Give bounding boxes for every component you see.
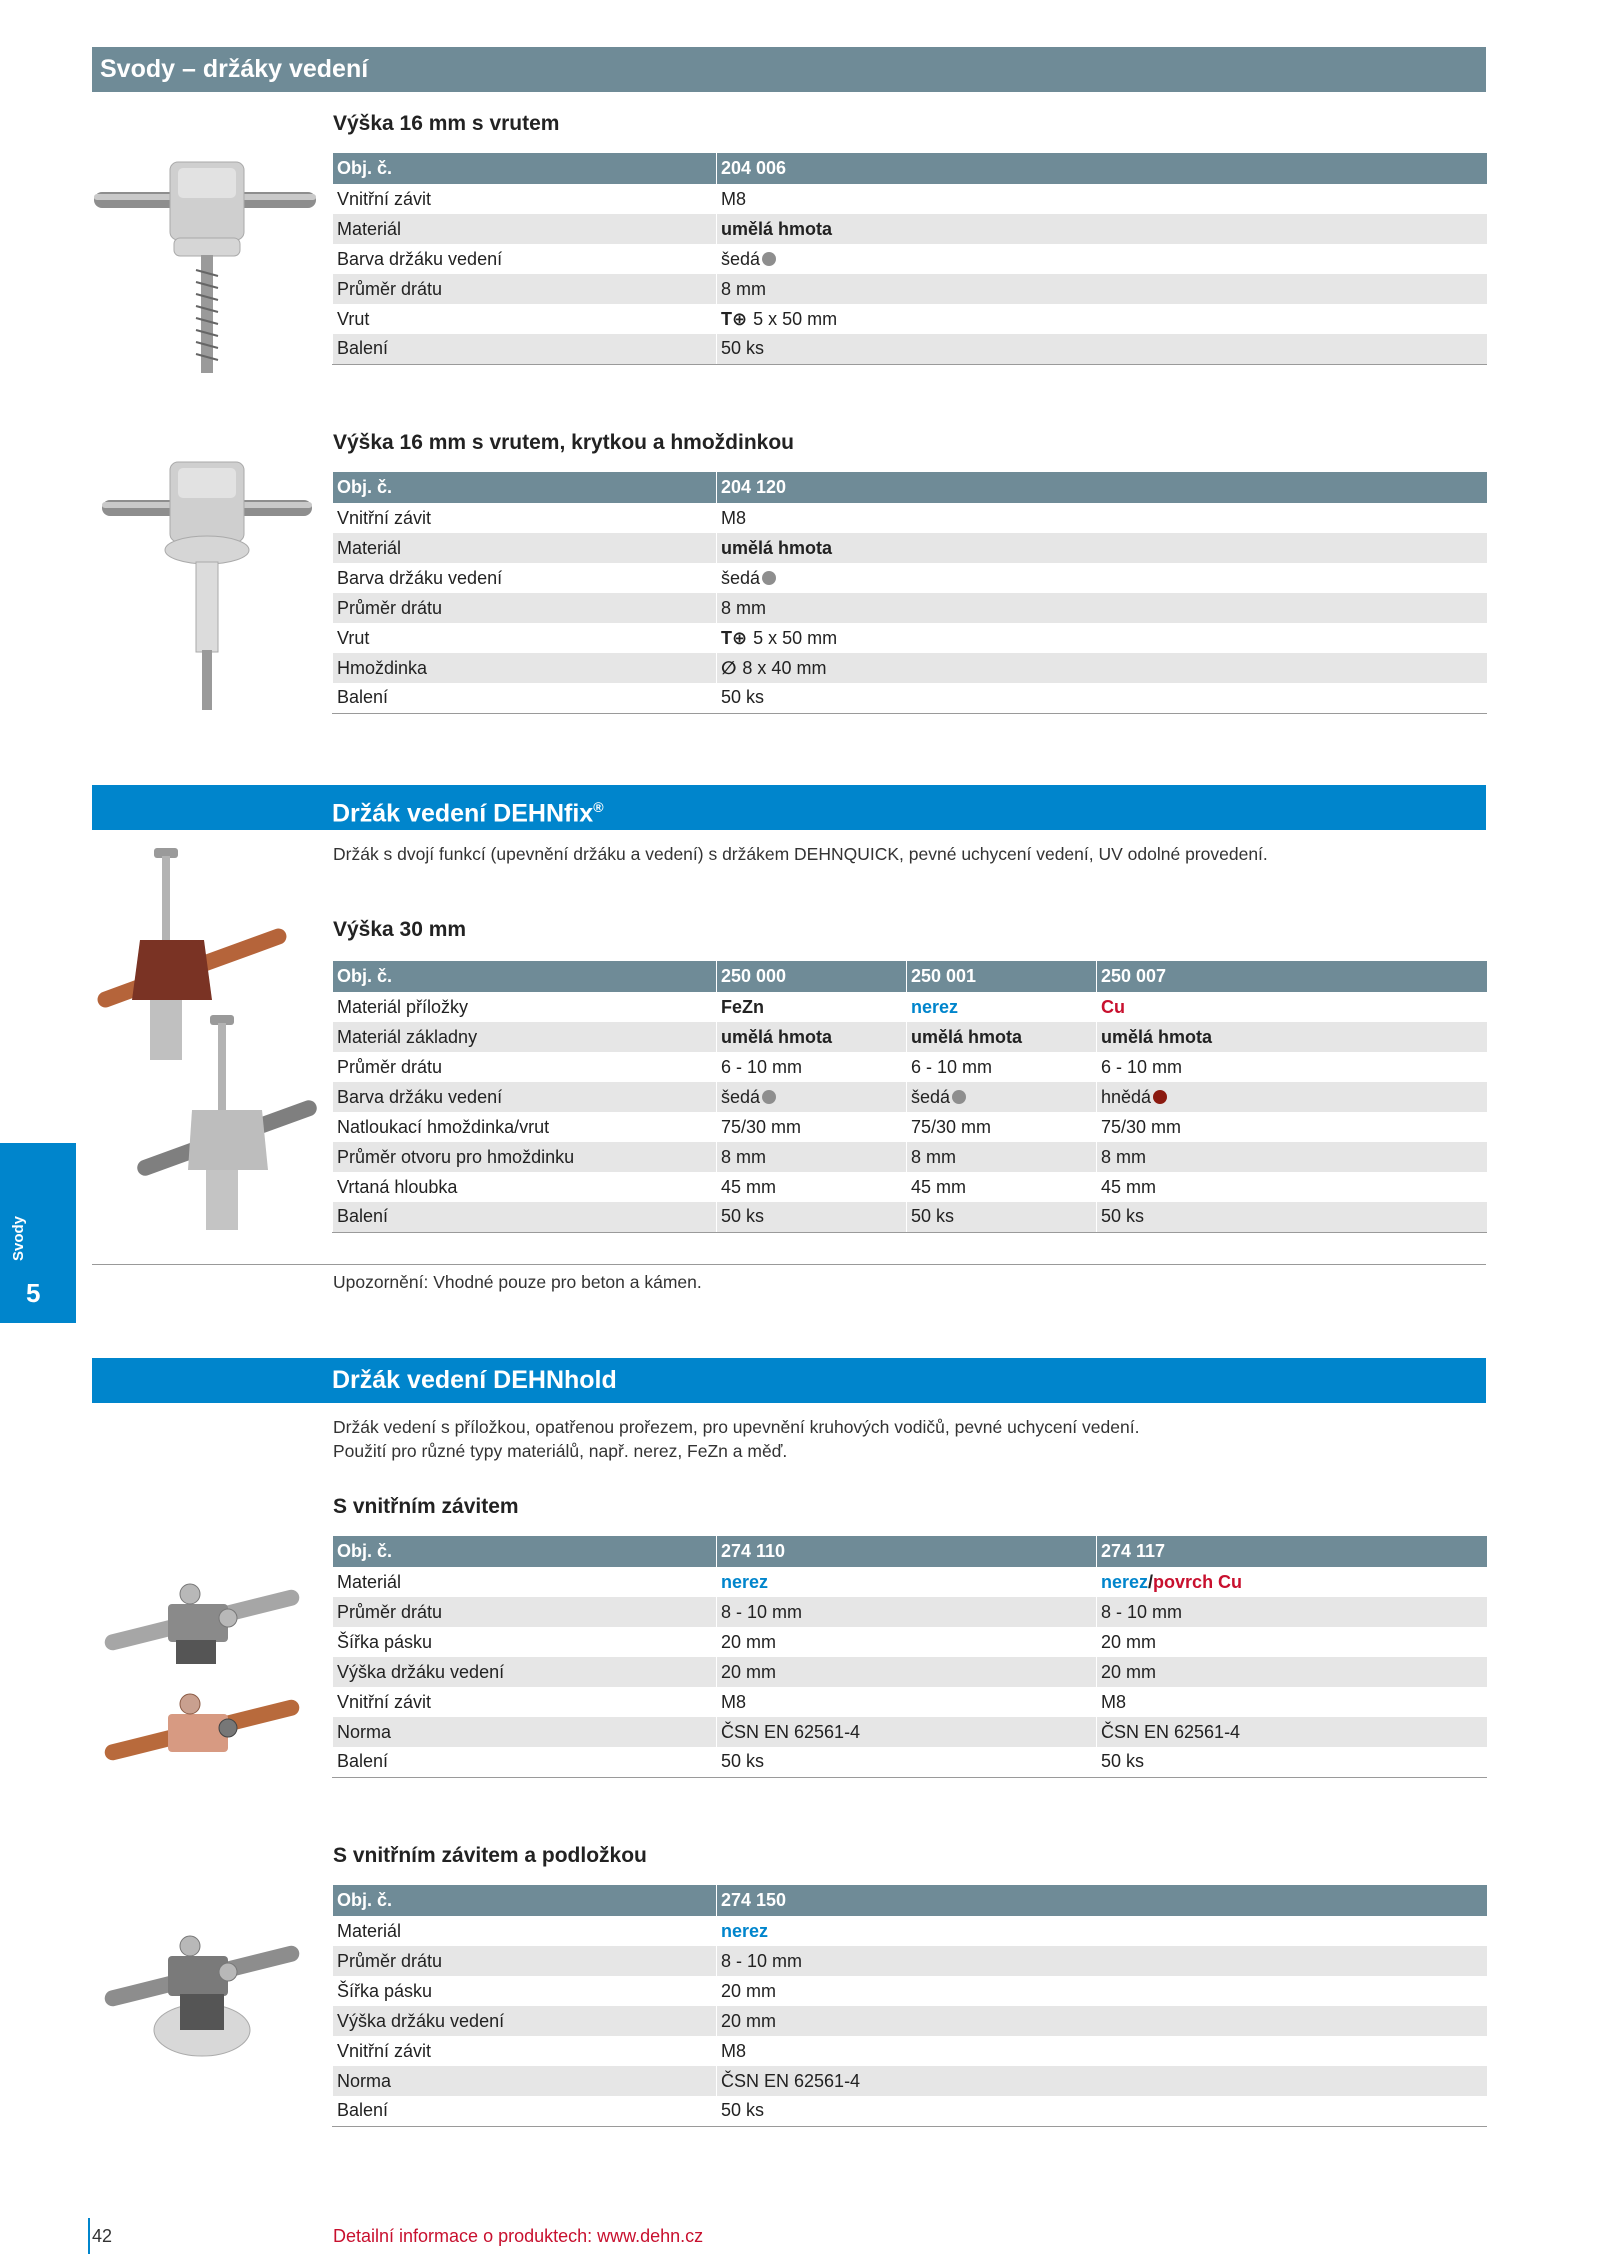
row-value: 6 - 10 mm bbox=[1097, 1052, 1488, 1082]
row-label: Barva držáku vedení bbox=[333, 563, 717, 593]
section-heading-dehnfix: Výška 30 mm bbox=[333, 918, 467, 941]
row-value bbox=[907, 1082, 1097, 1112]
row-value bbox=[1097, 1567, 1488, 1597]
row-label: Šířka pásku bbox=[333, 1976, 717, 2006]
row-label: Vrtaná hloubka bbox=[333, 1172, 717, 1202]
row-label: Norma bbox=[333, 1717, 717, 1747]
dehnfix-section-bar bbox=[92, 785, 1486, 830]
row-value: umělá hmota bbox=[717, 533, 1488, 563]
row-label: Balení bbox=[333, 1202, 717, 1232]
col-header: 274 150 bbox=[717, 1885, 1488, 1916]
row-value: 45 mm bbox=[717, 1172, 907, 1202]
row-label: Materiál bbox=[333, 1567, 717, 1597]
row-value: nerez bbox=[907, 992, 1097, 1022]
row-label: Průměr drátu bbox=[333, 274, 717, 304]
row-value: 50 ks bbox=[717, 334, 1488, 364]
table-row bbox=[333, 1567, 1488, 1597]
row-value: M8 bbox=[717, 2036, 1488, 2066]
color-text: šedá bbox=[721, 1086, 761, 1107]
row-label: Materiál bbox=[333, 214, 717, 244]
row-label: Průměr drátu bbox=[333, 1597, 717, 1627]
dehnfix-note: Upozornění: Vhodné pouze pro beton a kámen. bbox=[333, 1272, 702, 1292]
row-label: Vrut bbox=[333, 623, 717, 653]
row-value: ČSN EN 62561-4 bbox=[1097, 1717, 1488, 1747]
table-row bbox=[333, 533, 1488, 563]
row-value: M8 bbox=[717, 503, 1488, 533]
row-label: Vnitřní závit bbox=[333, 2036, 717, 2066]
material-separator: / bbox=[1148, 1571, 1154, 1592]
table-row bbox=[333, 274, 1488, 304]
table-header-row bbox=[333, 153, 1488, 184]
row-label: Výška držáku vedení bbox=[333, 1657, 717, 1687]
row-value: 50 ks bbox=[717, 683, 1488, 713]
col-header: Obj. č. bbox=[333, 1885, 717, 1916]
row-value: 8 - 10 mm bbox=[1097, 1597, 1488, 1627]
table-row bbox=[333, 593, 1488, 623]
row-value: 6 - 10 mm bbox=[717, 1052, 907, 1082]
row-value: 6 - 10 mm bbox=[907, 1052, 1097, 1082]
row-value: nerez bbox=[717, 1916, 1488, 1946]
row-label: Barva držáku vedení bbox=[333, 244, 717, 274]
page-number: 42 bbox=[92, 2226, 113, 2246]
table-row bbox=[333, 1976, 1488, 2006]
screw-size: 5 x 50 mm bbox=[753, 308, 838, 329]
row-label: Vnitřní závit bbox=[333, 184, 717, 214]
table-row bbox=[333, 1687, 1488, 1717]
row-label: Barva držáku vedení bbox=[333, 1082, 717, 1112]
row-value: 50 ks bbox=[717, 2096, 1488, 2126]
row-value: 45 mm bbox=[907, 1172, 1097, 1202]
chapter-tab bbox=[0, 1143, 76, 1323]
dehnfix-title-text: Držák vedení DEHNfix bbox=[332, 799, 594, 828]
spec-table-274150 bbox=[332, 1885, 1487, 2127]
spec-table-dehnfix bbox=[332, 961, 1487, 1233]
table-row bbox=[333, 1717, 1488, 1747]
table-row bbox=[333, 992, 1488, 1022]
row-value: 45 mm bbox=[1097, 1172, 1488, 1202]
row-value: umělá hmota bbox=[717, 1022, 907, 1052]
row-label: Průměr otvoru pro hmoždinku bbox=[333, 1142, 717, 1172]
row-value bbox=[717, 623, 1488, 653]
gray-color-dot-icon bbox=[762, 252, 776, 266]
table-row bbox=[333, 1172, 1488, 1202]
row-value: 8 mm bbox=[717, 274, 1488, 304]
table-row bbox=[333, 2066, 1488, 2096]
col-header: 274 110 bbox=[717, 1536, 1097, 1567]
row-label: Balení bbox=[333, 334, 717, 364]
table-row bbox=[333, 2006, 1488, 2036]
row-value bbox=[1097, 1082, 1488, 1112]
table-row bbox=[333, 244, 1488, 274]
table-row bbox=[333, 184, 1488, 214]
row-value: 8 mm bbox=[717, 593, 1488, 623]
row-value: ČSN EN 62561-4 bbox=[717, 1717, 1097, 1747]
footer-accent-line bbox=[88, 2218, 90, 2254]
material-stainless: nerez bbox=[1101, 1571, 1149, 1592]
table-row bbox=[333, 1627, 1488, 1657]
section-heading-1: Výška 16 mm s vrutem bbox=[333, 112, 560, 135]
table-row bbox=[333, 1112, 1488, 1142]
row-label: Průměr drátu bbox=[333, 1052, 717, 1082]
table-row bbox=[333, 334, 1488, 364]
table-header-row bbox=[333, 1536, 1488, 1567]
row-value bbox=[717, 244, 1488, 274]
row-value: 50 ks bbox=[907, 1202, 1097, 1232]
col-header: 274 117 bbox=[1097, 1536, 1488, 1567]
row-value: 75/30 mm bbox=[907, 1112, 1097, 1142]
table-row bbox=[333, 2096, 1488, 2126]
dehnhold-description-2: Použití pro různé typy materiálů, např. nerez, FeZn a měď. bbox=[333, 1441, 788, 1461]
row-value: M8 bbox=[1097, 1687, 1488, 1717]
product-image-204120 bbox=[92, 450, 322, 715]
col-header: Obj. č. bbox=[333, 961, 717, 992]
row-value: 8 mm bbox=[1097, 1142, 1488, 1172]
gray-color-dot-icon bbox=[952, 1090, 966, 1104]
row-value: 8 - 10 mm bbox=[717, 1946, 1488, 1976]
row-label: Výška držáku vedení bbox=[333, 2006, 717, 2036]
row-label: Vrut bbox=[333, 304, 717, 334]
row-value: 75/30 mm bbox=[717, 1112, 907, 1142]
product-image-dehnfix bbox=[92, 840, 322, 1240]
row-value: ČSN EN 62561-4 bbox=[717, 2066, 1488, 2096]
row-value: M8 bbox=[717, 184, 1488, 214]
screw-head-icon: T⊕ bbox=[721, 308, 748, 329]
dehnfix-title bbox=[332, 785, 604, 836]
col-header: Obj. č. bbox=[333, 472, 717, 503]
table-row bbox=[333, 1946, 1488, 1976]
row-label: Vnitřní závit bbox=[333, 1687, 717, 1717]
row-label: Materiál základny bbox=[333, 1022, 717, 1052]
row-label: Šířka pásku bbox=[333, 1627, 717, 1657]
row-value: 8 - 10 mm bbox=[717, 1597, 1097, 1627]
registered-mark: ® bbox=[593, 799, 604, 815]
table-row bbox=[333, 1082, 1488, 1112]
table-row bbox=[333, 1747, 1488, 1777]
row-value: M8 bbox=[717, 1687, 1097, 1717]
row-value bbox=[717, 563, 1488, 593]
chapter-tab-label: Svody bbox=[10, 1215, 27, 1261]
color-text: šedá bbox=[911, 1086, 951, 1107]
product-image-274150 bbox=[92, 1920, 322, 2070]
row-label: Materiál příložky bbox=[333, 992, 717, 1022]
row-label: Vnitřní závit bbox=[333, 503, 717, 533]
table-header-row bbox=[333, 961, 1488, 992]
row-value: 75/30 mm bbox=[1097, 1112, 1488, 1142]
row-value: umělá hmota bbox=[1097, 1022, 1488, 1052]
dehnhold-section-bar bbox=[92, 1358, 1486, 1403]
table-row bbox=[333, 1022, 1488, 1052]
color-text: šedá bbox=[721, 248, 761, 269]
diameter-icon: ∅ bbox=[721, 657, 737, 678]
row-value: Cu bbox=[1097, 992, 1488, 1022]
col-header: 250 007 bbox=[1097, 961, 1488, 992]
page-title: Svody – držáky vedení bbox=[92, 47, 1486, 92]
table-row bbox=[333, 1597, 1488, 1627]
row-value: umělá hmota bbox=[717, 214, 1488, 244]
row-value bbox=[717, 304, 1488, 334]
footer-link[interactable]: Detailní informace o produktech: www.dehn.cz bbox=[333, 2226, 704, 2246]
row-value: 50 ks bbox=[1097, 1747, 1488, 1777]
dehnhold-description-1: Držák vedení s příložkou, opatřenou prořezem, pro upevnění kruhových vodičů, pevné uchycení vedení. bbox=[333, 1417, 1140, 1437]
row-value: 8 mm bbox=[717, 1142, 907, 1172]
table-row bbox=[333, 1657, 1488, 1687]
row-value: 20 mm bbox=[717, 1657, 1097, 1687]
row-label: Průměr drátu bbox=[333, 1946, 717, 1976]
row-value: 20 mm bbox=[717, 1627, 1097, 1657]
spec-table-204006 bbox=[332, 153, 1487, 365]
screw-head-icon: T⊕ bbox=[721, 627, 748, 648]
row-label: Materiál bbox=[333, 533, 717, 563]
row-value: 50 ks bbox=[717, 1747, 1097, 1777]
row-value: 50 ks bbox=[717, 1202, 907, 1232]
table-row bbox=[333, 1142, 1488, 1172]
table-header-row bbox=[333, 472, 1488, 503]
row-value: nerez bbox=[717, 1567, 1097, 1597]
row-value: 50 ks bbox=[1097, 1202, 1488, 1232]
row-label: Materiál bbox=[333, 1916, 717, 1946]
row-value: 20 mm bbox=[1097, 1627, 1488, 1657]
row-label: Balení bbox=[333, 2096, 717, 2126]
spec-table-204120 bbox=[332, 472, 1487, 714]
table-row bbox=[333, 503, 1488, 533]
section-heading-5: S vnitřním závitem a podložkou bbox=[333, 1844, 647, 1867]
brown-color-dot-icon bbox=[1153, 1090, 1167, 1104]
col-header: Obj. č. bbox=[333, 153, 717, 184]
row-label: Natloukací hmoždinka/vrut bbox=[333, 1112, 717, 1142]
gray-color-dot-icon bbox=[762, 571, 776, 585]
chapter-tab-number: 5 bbox=[26, 1278, 41, 1308]
table-header-row bbox=[333, 1885, 1488, 1916]
row-label: Norma bbox=[333, 2066, 717, 2096]
dehnfix-description: Držák s dvojí funkcí (upevnění držáku a vedení) s držákem DEHNQUICK, pevné uchycení vedení, UV odolné provedení. bbox=[333, 844, 1268, 864]
col-header: 250 000 bbox=[717, 961, 907, 992]
row-value: 8 mm bbox=[907, 1142, 1097, 1172]
table-row bbox=[333, 563, 1488, 593]
dowel-size: 8 x 40 mm bbox=[742, 657, 827, 678]
col-header: Obj. č. bbox=[333, 1536, 717, 1567]
table-row bbox=[333, 1052, 1488, 1082]
row-value: umělá hmota bbox=[907, 1022, 1097, 1052]
row-value bbox=[717, 1082, 907, 1112]
row-value: 20 mm bbox=[1097, 1657, 1488, 1687]
dehnhold-title: Držák vedení DEHNhold bbox=[332, 1366, 617, 1394]
gray-color-dot-icon bbox=[762, 1090, 776, 1104]
color-text: hnědá bbox=[1101, 1086, 1152, 1107]
row-value: 20 mm bbox=[717, 2006, 1488, 2036]
row-label: Průměr drátu bbox=[333, 593, 717, 623]
table-row bbox=[333, 1916, 1488, 1946]
col-header: 250 001 bbox=[907, 961, 1097, 992]
spec-table-dehnhold bbox=[332, 1536, 1487, 1778]
row-label: Balení bbox=[333, 683, 717, 713]
material-copper-surface: povrch Cu bbox=[1153, 1571, 1243, 1592]
table-row bbox=[333, 683, 1488, 713]
row-label: Hmoždinka bbox=[333, 653, 717, 683]
col-header: 204 120 bbox=[717, 472, 1488, 503]
color-text: šedá bbox=[721, 567, 761, 588]
product-image-204006 bbox=[92, 150, 322, 380]
table-row bbox=[333, 653, 1488, 683]
row-value: FeZn bbox=[717, 992, 907, 1022]
note-divider bbox=[92, 1264, 1486, 1265]
table-row bbox=[333, 623, 1488, 653]
col-header: 204 006 bbox=[717, 153, 1488, 184]
product-image-dehnhold bbox=[92, 1560, 322, 1800]
section-heading-dehnhold: S vnitřním závitem bbox=[333, 1495, 519, 1518]
section-heading-2: Výška 16 mm s vrutem, krytkou a hmoždinkou bbox=[333, 431, 794, 454]
row-value: 20 mm bbox=[717, 1976, 1488, 2006]
row-label: Balení bbox=[333, 1747, 717, 1777]
table-row bbox=[333, 214, 1488, 244]
table-row bbox=[333, 304, 1488, 334]
row-value bbox=[717, 653, 1488, 683]
table-row bbox=[333, 2036, 1488, 2066]
table-row bbox=[333, 1202, 1488, 1232]
screw-size: 5 x 50 mm bbox=[753, 627, 838, 648]
